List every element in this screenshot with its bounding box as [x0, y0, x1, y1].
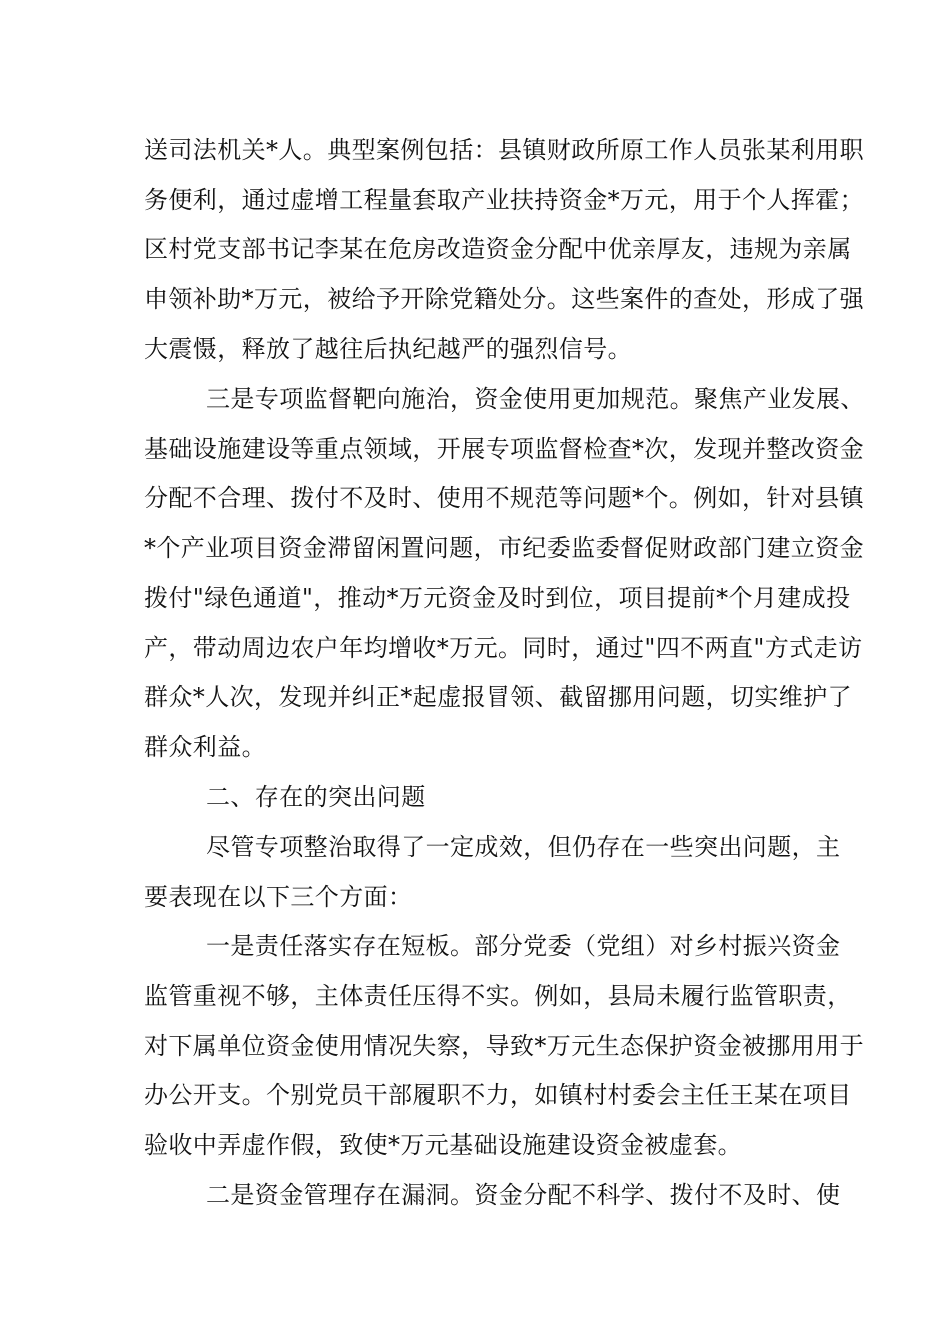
section-heading: 二、存在的突出问题 [206, 783, 426, 811]
paragraph-2-line-5: 拨付"绿色通道"，推动*万元资金及时到位，项目提前*个月建成投 [144, 584, 851, 612]
paragraph-2-line-6: 产，带动周边农户年均增收*万元。同时，通过"四不两直"方式走访 [144, 634, 863, 662]
paragraph-3-line-2: 要表现在以下三个方面： [144, 883, 413, 911]
paragraph-2-line-4: *个产业项目资金滞留闲置问题，市纪委监委督促财政部门建立资金 [144, 534, 864, 562]
paragraph-1-line-1: 送司法机关*人。典型案例包括：县镇财政所原工作人员张某利用职 [144, 136, 864, 164]
paragraph-4-line-5: 验收中弄虚作假，致使*万元基础设施建设资金被虚套。 [144, 1131, 742, 1159]
paragraph-2-line-3: 分配不合理、拨付不及时、使用不规范等问题*个。例如，针对县镇 [144, 484, 864, 512]
paragraph-4-line-1: 一是责任落实存在短板。部分党委（党组）对乡村振兴资金 [206, 932, 841, 960]
paragraph-4-line-3: 对下属单位资金使用情况失察，导致*万元生态保护资金被挪用用于 [144, 1032, 864, 1060]
paragraph-4-line-4: 办公开支。个别党员干部履职不力，如镇村村委会主任王某在项目 [144, 1081, 852, 1109]
paragraph-3-line-1: 尽管专项整治取得了一定成效，但仍存在一些突出问题，主 [206, 833, 841, 861]
paragraph-2-line-7: 群众*人次，发现并纠正*起虚报冒领、截留挪用问题，切实维护了 [144, 683, 852, 711]
paragraph-4-line-2: 监管重视不够，主体责任压得不实。例如，县局未履行监管职责， [144, 982, 852, 1010]
paragraph-1-line-4: 申领补助*万元，被给予开除党籍处分。这些案件的查处，形成了强 [144, 285, 864, 313]
paragraph-1-line-5: 大震慑，释放了越往后执纪越严的强烈信号。 [144, 335, 632, 363]
paragraph-2-line-1: 三是专项监督靶向施治，资金使用更加规范。聚焦产业发展、 [206, 385, 865, 413]
paragraph-5-line-1: 二是资金管理存在漏洞。资金分配不科学、拨付不及时、使 [206, 1181, 841, 1209]
paragraph-1-line-2: 务便利，通过虚增工程量套取产业扶持资金*万元，用于个人挥霍； [144, 186, 864, 214]
paragraph-1-line-3: 区村党支部书记李某在危房改造资金分配中优亲厚友，违规为亲属 [144, 235, 852, 263]
paragraph-2-line-8: 群众利益。 [144, 733, 266, 761]
paragraph-2-line-2: 基础设施建设等重点领域，开展专项监督检查*次，发现并整改资金 [144, 435, 864, 463]
